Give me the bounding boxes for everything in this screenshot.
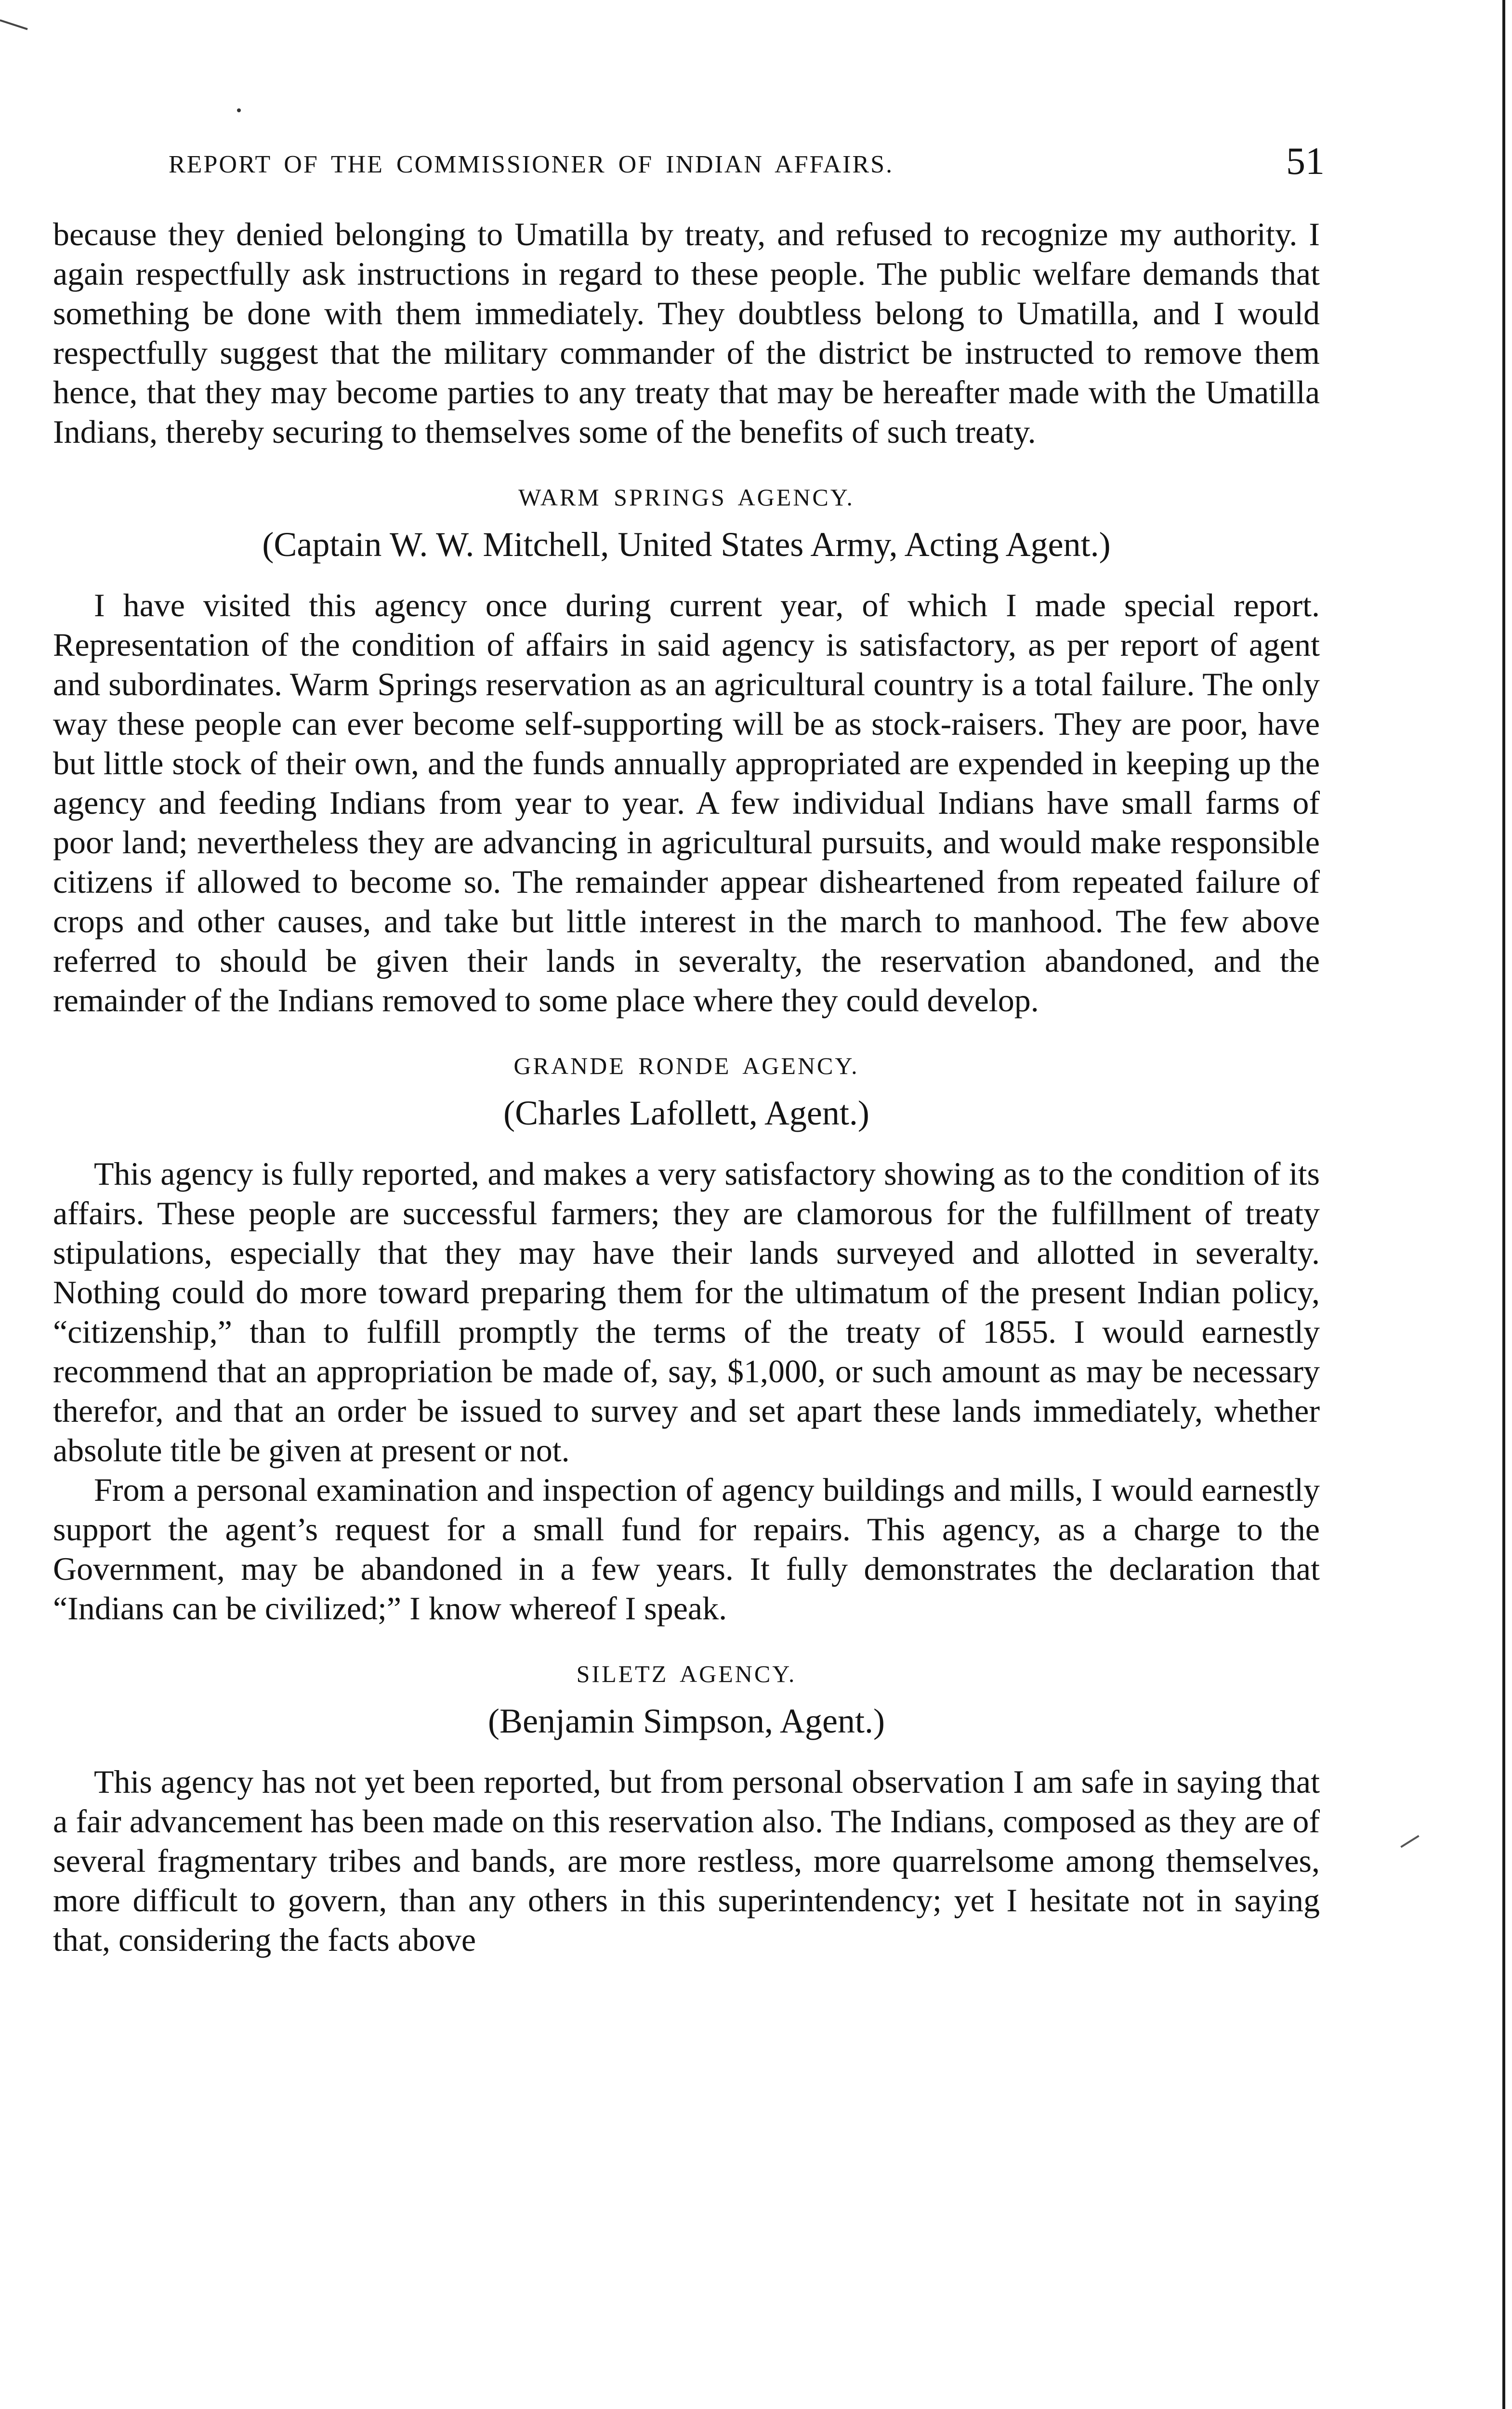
section-title: WARM SPRINGS AGENCY.: [518, 484, 855, 511]
running-head: REPORT OF THE COMMISSIONER OF INDIAN AFFAIRS.: [169, 151, 894, 178]
page-body: [53, 214, 1320, 1959]
section-title: GRANDE RONDE AGENCY.: [513, 1052, 859, 1079]
section-byline: (Benjamin Simpson, Agent.): [488, 1702, 885, 1740]
section-paragraph: From a personal examination and inspection of agency buildings and mills, I would earnestly support the agent’s request for a small fund for repairs. This agency, as a charge to the Government, may be abandoned in a few years. It fully demonstrates the declaration that “Indians can be civilized;” I know whereof I speak.: [53, 1471, 1320, 1627]
section-byline: (Charles Lafollett, Agent.): [503, 1094, 869, 1132]
section-paragraph: This agency has not yet been reported, but from personal observation I am safe in saying that a fair advancement has been made on this reservation also. The Indians, composed as they are of several fragmentary tribes and bands, are more restless, more quarrelsome among themselves, more difficult to govern, than any others in this superintendency; yet I hesitate not in saying that, considering the facts above: [53, 1763, 1320, 1958]
section-warm-springs: [53, 480, 1320, 1020]
section-paragraph: I have visited this agency once during current year, of which I made special report. Representation of the condition of affairs in said agency is satisfactory, as per report of agent and subordinates. Warm Springs reservation as an agricultural country is a total failure. The only way these people can ever become self-supporting will be as stock-raisers. They are poor, have but little stock of their own, and the funds annually appropriated are expended in keeping up the agency and feeding Indians from year to year. A few individual Indians have small farms of poor land; nevertheless they are advancing in agricultural pursuits, and would make responsible citizens if allowed to become so. The remainder appear disheartened from repeated failure of crops and other causes, and take but little interest in the march to manhood. The few above referred to should be given their lands in severalty, the reservation abandoned, and the remainder of the Indians removed to some place where they could develop.: [53, 587, 1320, 1019]
page-number: 51: [1286, 140, 1325, 183]
corner-scan-mark: [0, 19, 28, 30]
section-siletz: [53, 1657, 1320, 1959]
page-edge-rule: [1502, 0, 1505, 2409]
intro-paragraph: because they denied belonging to Umatilla by treaty, and refused to recognize my authority. I again respectfully ask instructions in regard to these people. The public welfare demands that something be done with them immediately. They doubtless belong to Umatilla, and I would respectfully suggest that the military commander of the district be instructed to remove them hence, that they may become parties to any treaty that may be hereafter made with the Umatilla Indians, thereby securing to themselves some of the benefits of such treaty.: [53, 216, 1320, 450]
margin-pencil-mark: [1400, 1835, 1419, 1848]
ink-dot: [237, 108, 241, 112]
section-title: SILETZ AGENCY.: [576, 1660, 797, 1687]
section-grande-ronde: [53, 1049, 1320, 1628]
section-paragraph: This agency is fully reported, and makes a very satisfactory showing as to the condition of its affairs. These people are successful farmers; they are clamorous for the fulfillment of treaty stipulations, especially that they may have their lands surveyed and allotted in severalty. Nothing could do more toward preparing them for the ultimatum of the present Indian policy, “citizenship,” than to fulfill promptly the terms of the treaty of 1855. I would earnestly recommend that an appropriation be made of, say, $1,000, or such amount as may be necessary therefor, and that an order be issued to survey and set apart these lands immediately, whether absolute title be given at present or not.: [53, 1155, 1320, 1469]
section-byline: (Captain W. W. Mitchell, United States Army, Acting Agent.): [262, 525, 1111, 564]
page-header: [169, 140, 1325, 193]
